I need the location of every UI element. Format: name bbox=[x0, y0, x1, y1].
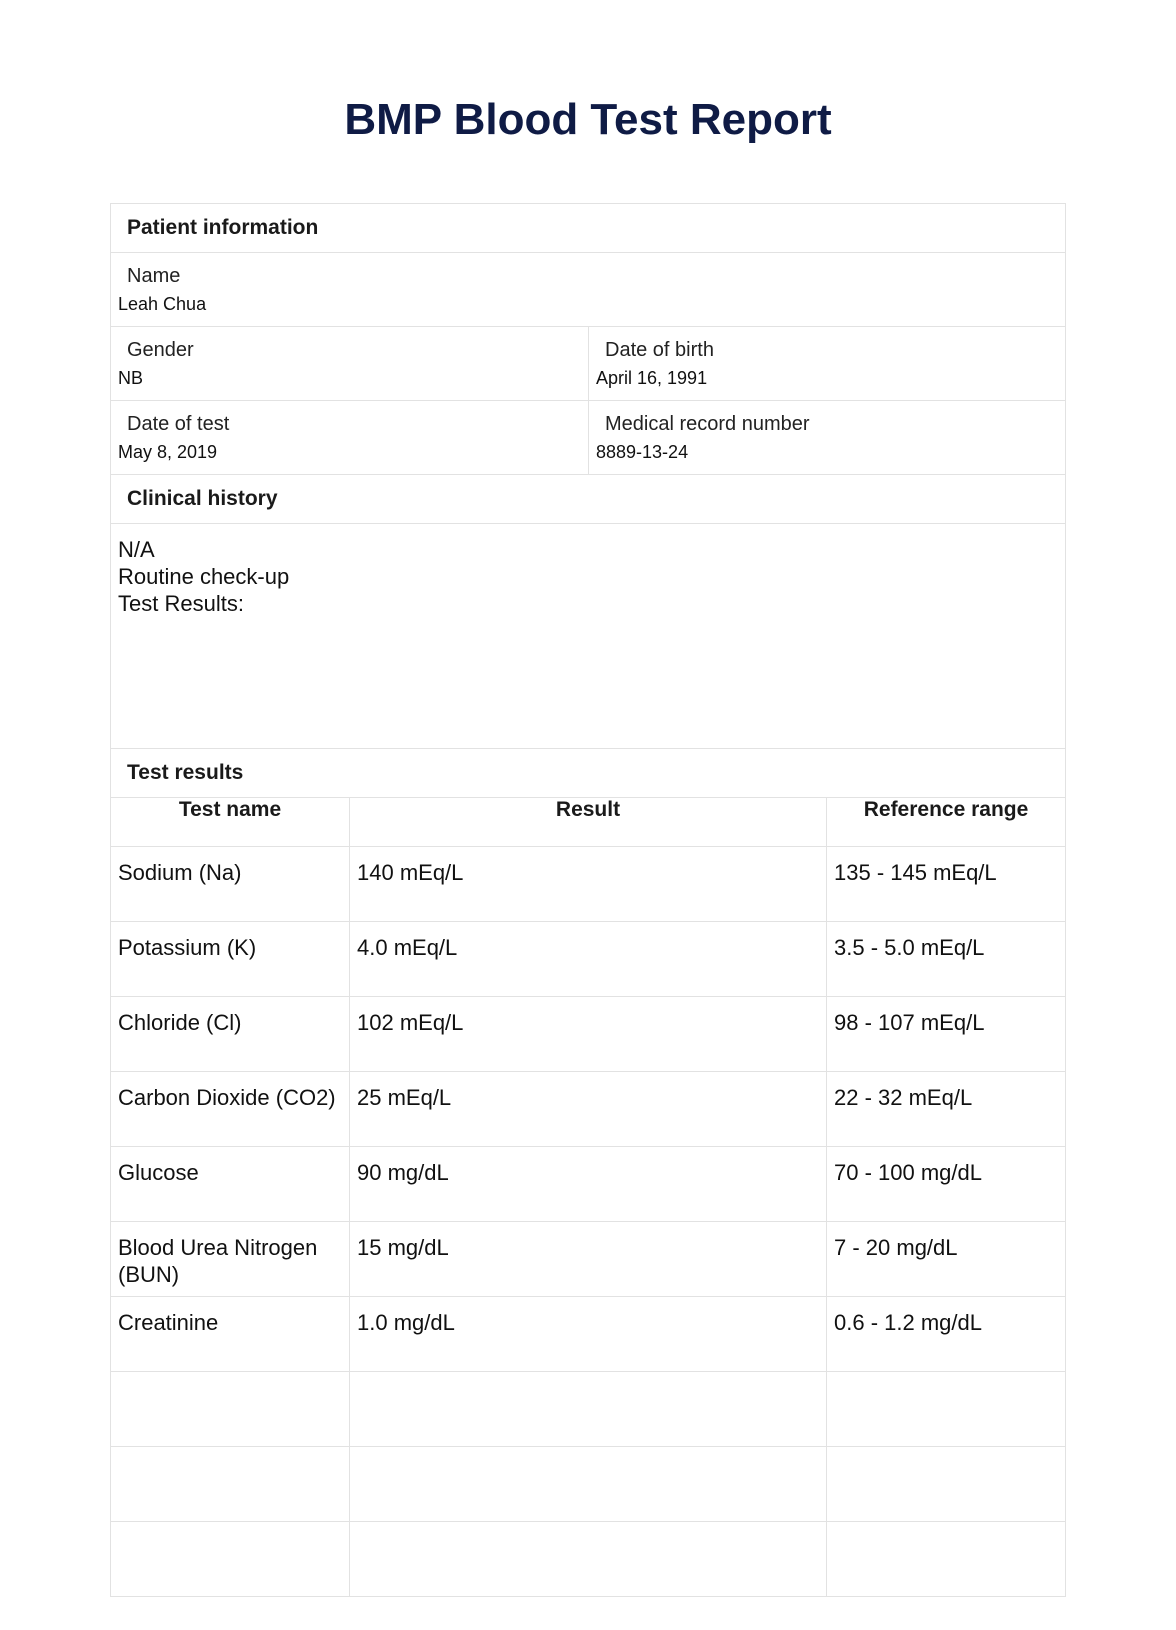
result-text: 15 mg/dL bbox=[357, 1235, 449, 1260]
result-cell bbox=[350, 847, 827, 922]
mrn-value: 8889-13-24 bbox=[596, 442, 689, 462]
dob-value: April 16, 1991 bbox=[596, 368, 708, 388]
table-row bbox=[111, 1372, 1066, 1447]
table-row bbox=[111, 1447, 1066, 1522]
test-name-cell bbox=[111, 1372, 350, 1447]
result-text bbox=[350, 1447, 826, 1459]
table-row bbox=[111, 1297, 1066, 1372]
result-cell bbox=[350, 1372, 827, 1447]
reference-range-cell bbox=[827, 922, 1066, 997]
reference-range-cell bbox=[827, 1522, 1066, 1597]
clinical-history-cell bbox=[111, 524, 1066, 749]
test-date-value: May 8, 2019 bbox=[118, 442, 218, 462]
column-header-reference-range: Reference range bbox=[827, 798, 1066, 847]
test-results-header bbox=[111, 749, 1066, 798]
history-line: Test Results: bbox=[118, 591, 244, 616]
history-line: Routine check-up bbox=[118, 564, 290, 589]
gender-value: NB bbox=[118, 368, 144, 388]
reference-range-text: 70 - 100 mg/dL bbox=[834, 1160, 982, 1185]
dob-cell bbox=[589, 327, 1066, 401]
reference-range-cell bbox=[827, 847, 1066, 922]
reference-range-text: 0.6 - 1.2 mg/dL bbox=[834, 1310, 982, 1335]
result-text: 140 mEq/L bbox=[357, 860, 464, 885]
result-text: 4.0 mEq/L bbox=[357, 935, 458, 960]
results-column-headers bbox=[111, 798, 1066, 847]
result-text: 1.0 mg/dL bbox=[357, 1310, 455, 1335]
test-date-label: Date of test bbox=[127, 413, 230, 435]
reference-range-text: 135 - 145 mEq/L bbox=[834, 860, 997, 885]
test-name-text bbox=[111, 1447, 349, 1459]
reference-range-cell bbox=[827, 1447, 1066, 1522]
reference-range-cell bbox=[827, 1222, 1066, 1297]
reference-range-text: 7 - 20 mg/dL bbox=[834, 1235, 958, 1260]
test-name-text: Potassium (K) bbox=[118, 935, 257, 960]
column-header-test-name: Test name bbox=[111, 798, 350, 847]
history-line: N/A bbox=[118, 537, 155, 562]
table-row bbox=[111, 1222, 1066, 1297]
gender-label: Gender bbox=[127, 339, 194, 361]
result-text bbox=[350, 1372, 826, 1384]
result-cell bbox=[350, 1147, 827, 1222]
table-row bbox=[111, 1147, 1066, 1222]
test-name-cell bbox=[111, 1147, 350, 1222]
report-table bbox=[110, 203, 1066, 1597]
test-name-text: Sodium (Na) bbox=[118, 860, 242, 885]
table-row bbox=[111, 922, 1066, 997]
test-name-cell bbox=[111, 997, 350, 1072]
test-name-cell bbox=[111, 922, 350, 997]
test-date-cell bbox=[111, 401, 589, 475]
clinical-history-header bbox=[111, 475, 1066, 524]
reference-range-cell bbox=[827, 1072, 1066, 1147]
mrn-label: Medical record number bbox=[605, 413, 810, 435]
reference-range-cell bbox=[827, 1372, 1066, 1447]
reference-range-cell bbox=[827, 1147, 1066, 1222]
name-row bbox=[111, 253, 1066, 327]
test-name-cell bbox=[111, 1447, 350, 1522]
test-name-text bbox=[111, 1522, 349, 1534]
result-cell bbox=[350, 1522, 827, 1597]
result-text: 90 mg/dL bbox=[357, 1160, 449, 1185]
test-name-cell bbox=[111, 1072, 350, 1147]
reference-range-text bbox=[827, 1447, 1065, 1459]
table-row bbox=[111, 1522, 1066, 1597]
patient-information-header bbox=[111, 204, 1066, 253]
dob-label: Date of birth bbox=[605, 339, 714, 361]
column-header-result: Result bbox=[350, 798, 827, 847]
results-body bbox=[111, 847, 1066, 1597]
clinical-history-text bbox=[111, 524, 1065, 617]
gender-dob-row bbox=[111, 327, 1066, 401]
result-cell bbox=[350, 997, 827, 1072]
section-heading: Patient information bbox=[127, 216, 319, 239]
test-name-cell bbox=[111, 847, 350, 922]
result-cell bbox=[350, 1222, 827, 1297]
result-cell bbox=[350, 1447, 827, 1522]
reference-range-text: 22 - 32 mEq/L bbox=[834, 1085, 973, 1110]
result-cell bbox=[350, 922, 827, 997]
table-row bbox=[111, 997, 1066, 1072]
test-name-text: Glucose bbox=[118, 1160, 199, 1185]
test-name-text: Chloride (Cl) bbox=[118, 1010, 242, 1035]
result-cell bbox=[350, 1072, 827, 1147]
name-label: Name bbox=[127, 265, 181, 287]
test-name-text: Blood Urea Nitrogen (BUN) bbox=[118, 1235, 318, 1287]
test-name-text: Creatinine bbox=[118, 1310, 219, 1335]
gender-cell bbox=[111, 327, 589, 401]
section-heading: Clinical history bbox=[127, 487, 278, 510]
result-text bbox=[350, 1522, 826, 1534]
section-heading: Test results bbox=[127, 761, 244, 784]
name-cell bbox=[111, 253, 1066, 327]
test-name-text bbox=[111, 1372, 349, 1384]
reference-range-text bbox=[827, 1372, 1065, 1384]
name-value: Leah Chua bbox=[118, 294, 207, 314]
table-row bbox=[111, 1072, 1066, 1147]
reference-range-cell bbox=[827, 997, 1066, 1072]
result-text: 102 mEq/L bbox=[357, 1010, 464, 1035]
result-text: 25 mEq/L bbox=[357, 1085, 452, 1110]
reference-range-cell bbox=[827, 1297, 1066, 1372]
test-name-text: Carbon Dioxide (CO2) bbox=[118, 1085, 336, 1110]
clinical-history-row bbox=[111, 524, 1066, 749]
mrn-cell bbox=[589, 401, 1066, 475]
test-name-cell bbox=[111, 1297, 350, 1372]
test-name-cell bbox=[111, 1522, 350, 1597]
test-date-mrn-row bbox=[111, 401, 1066, 475]
result-cell bbox=[350, 1297, 827, 1372]
table-row bbox=[111, 847, 1066, 922]
test-name-cell bbox=[111, 1222, 350, 1297]
reference-range-text: 98 - 107 mEq/L bbox=[834, 1010, 985, 1035]
page-title: BMP Blood Test Report bbox=[344, 95, 832, 144]
reference-range-text bbox=[827, 1522, 1065, 1534]
reference-range-text: 3.5 - 5.0 mEq/L bbox=[834, 935, 985, 960]
